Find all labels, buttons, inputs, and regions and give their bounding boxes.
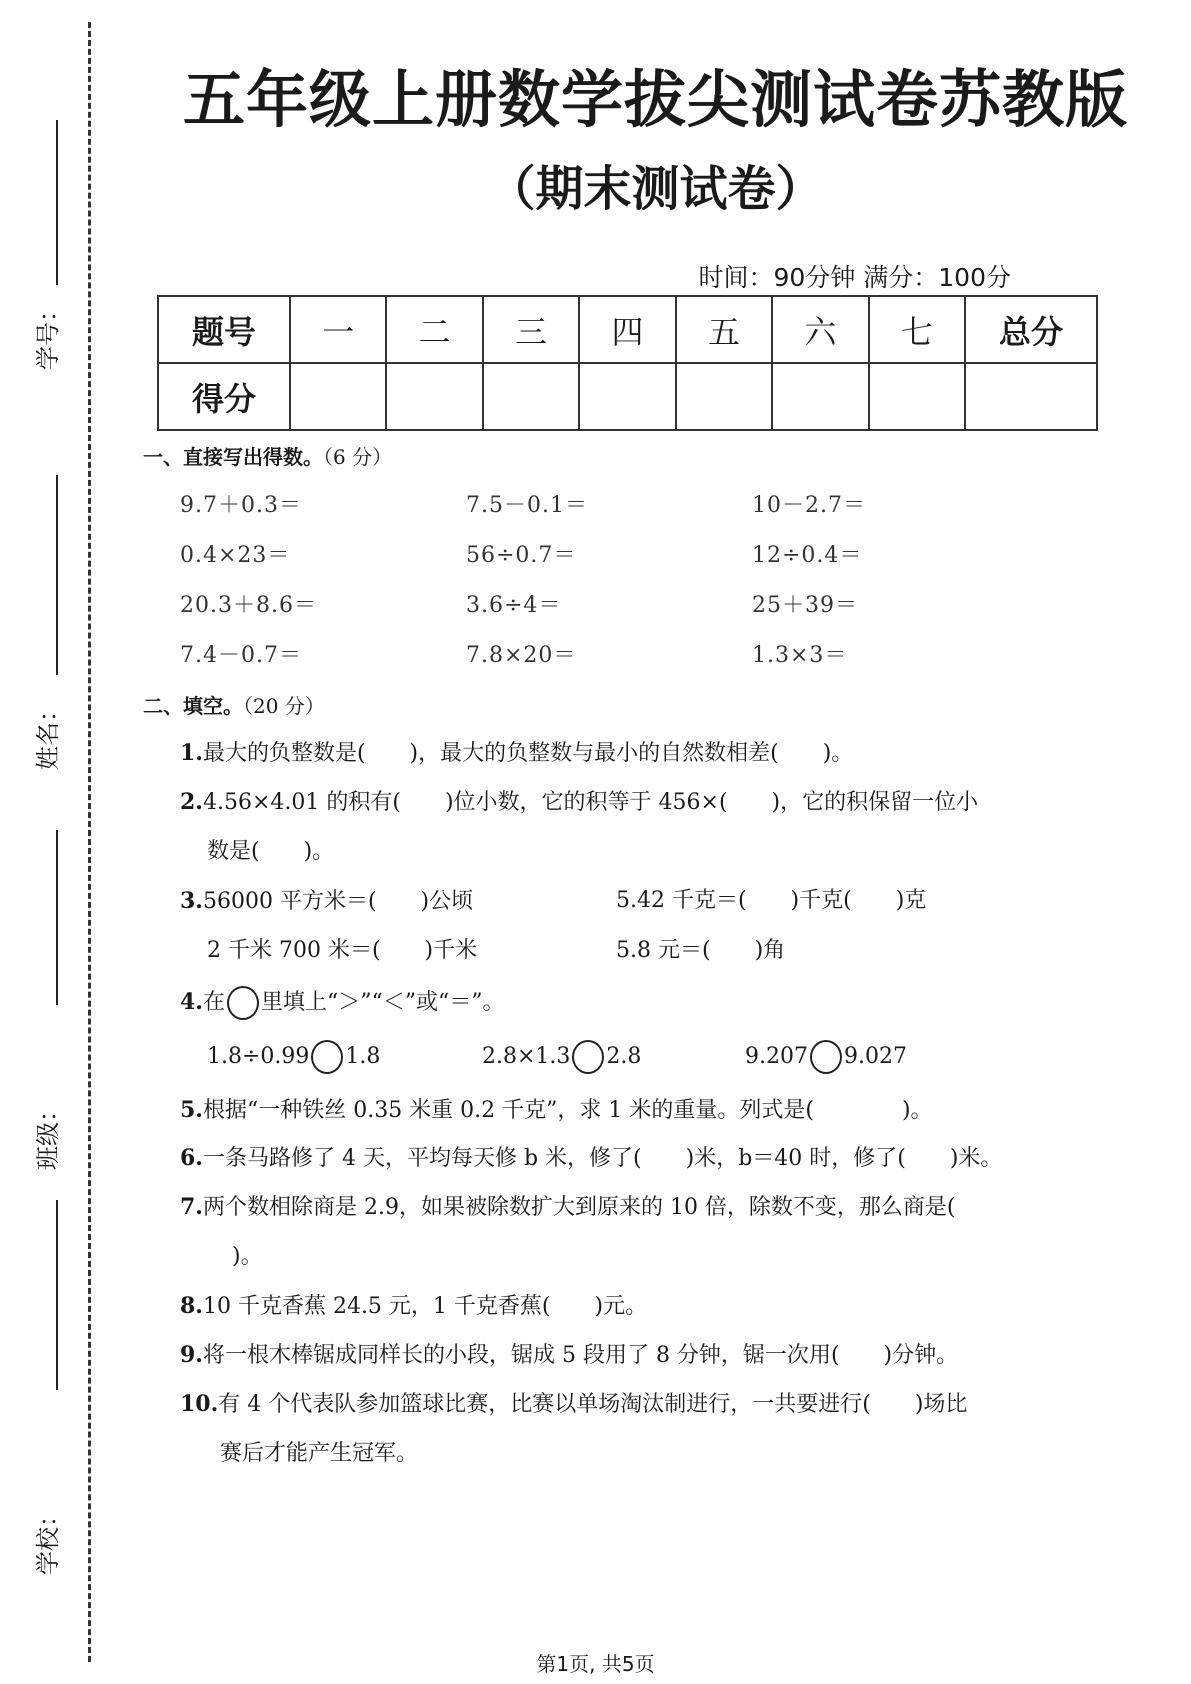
header-cell: 五 — [676, 296, 772, 363]
compare-item — [207, 1040, 380, 1074]
question-number: 1. — [180, 740, 203, 766]
calc-item: 7.4－0.7＝ — [180, 643, 302, 668]
calc-item: 20.3＋8.6＝ — [180, 593, 317, 618]
question-text: 一条马路修了 4 天，平均每天修 b 米，修了( )米，b＝40 时，修了( )米。 — [202, 1146, 1003, 1171]
score-cell[interactable] — [676, 363, 772, 430]
question-number: 3. — [180, 888, 203, 914]
calc-item: 7.5－0.1＝ — [466, 493, 588, 518]
question-10-continued: 赛后才能产生冠军。 — [220, 1441, 419, 1466]
binding-dashed-line — [88, 22, 91, 1662]
compare-left: 2.8×1.3 — [482, 1044, 571, 1069]
compare-left: 9.207 — [745, 1044, 808, 1069]
question-8 — [180, 1291, 647, 1322]
question-text: 两个数相除商是 2.9，如果被除数扩大到原来的 10 倍，除数不变，那么商是( — [202, 1195, 956, 1220]
answer-circle[interactable] — [572, 1040, 604, 1074]
section-1-title — [143, 441, 392, 470]
header-cell: 四 — [579, 296, 675, 363]
score-row-label: 得分 — [158, 363, 290, 430]
score-cell[interactable] — [579, 363, 675, 430]
compare-item — [745, 1040, 907, 1074]
page-title: 五年级上册数学拔尖测试卷苏教版 — [182, 63, 1128, 136]
name-label: 姓名： — [34, 698, 62, 770]
calc-item: 10－2.7＝ — [752, 493, 866, 518]
score-cell[interactable] — [290, 363, 386, 430]
question-text: 将一根木棒锯成同样长的小段，锯成 5 段用了 8 分钟，锯一次用( )分钟。 — [202, 1343, 959, 1368]
question-2 — [180, 787, 978, 818]
question-6 — [180, 1143, 1002, 1174]
calc-item: 3.6÷4＝ — [466, 593, 562, 618]
question-number: 8. — [180, 1293, 203, 1319]
school-line[interactable] — [56, 1200, 58, 1390]
class-label: 班级： — [34, 1098, 62, 1170]
header-cell: 二 — [386, 296, 482, 363]
question-3b: 5.42 千克＝( )千克( )克 — [616, 888, 927, 913]
calc-item: 25＋39＝ — [752, 593, 858, 618]
question-7-continued: )。 — [232, 1244, 263, 1269]
score-cell[interactable] — [772, 363, 868, 430]
question-9 — [180, 1340, 958, 1371]
calc-item: 12÷0.4＝ — [752, 543, 863, 568]
answer-circle[interactable] — [810, 1040, 842, 1074]
question-1 — [180, 738, 853, 769]
question-3c: 2 千米 700 米＝( )千米 — [207, 938, 478, 963]
header-cell: 一 — [290, 296, 386, 363]
student-id-label: 学号： — [34, 298, 62, 370]
name-line[interactable] — [56, 475, 58, 675]
page-footer: 第1页, 共5页 — [536, 1652, 655, 1676]
answer-circle[interactable] — [311, 1040, 343, 1074]
header-cell: 六 — [772, 296, 868, 363]
score-table — [157, 295, 1098, 431]
question-number: 4. — [180, 989, 203, 1015]
exam-meta: 时间：90分钟 满分：100分 — [698, 263, 1011, 292]
section-2-heading: 二、填空。 — [143, 694, 243, 718]
compare-right: 1.8 — [345, 1044, 381, 1069]
score-cell[interactable] — [483, 363, 579, 430]
compare-right: 9.027 — [843, 1044, 907, 1069]
student-id-line[interactable] — [56, 120, 58, 285]
question-text: 最大的负整数是( )，最大的负整数与最小的自然数相差( )。 — [202, 741, 854, 766]
question-3d: 5.8 元＝( )角 — [616, 938, 786, 963]
compare-left: 1.8÷0.99 — [207, 1044, 310, 1069]
score-cell[interactable] — [386, 363, 482, 430]
question-number: 2. — [180, 789, 203, 815]
header-cell: 总分 — [965, 296, 1097, 363]
question-text: 4.56×4.01 的积有( )位小数，它的积等于 456×( )，它的积保留一位小 — [202, 790, 979, 815]
school-label: 学校： — [34, 1503, 62, 1575]
class-line[interactable] — [56, 830, 58, 1005]
question-4 — [180, 986, 504, 1020]
header-cell: 题号 — [158, 296, 290, 363]
section-1-heading: 一、直接写出得数。 — [143, 445, 323, 469]
page-subtitle: （期末测试卷） — [487, 161, 824, 217]
score-table-header-row — [158, 296, 1097, 363]
question-5 — [180, 1095, 933, 1126]
header-cell: 七 — [869, 296, 965, 363]
question-number: 9. — [180, 1342, 203, 1368]
score-cell[interactable] — [869, 363, 965, 430]
question-text: 根据“一种铁丝 0.35 米重 0.2 千克”，求 1 米的重量。列式是( )。 — [202, 1098, 933, 1123]
compare-item — [482, 1040, 641, 1074]
question-text: 有 4 个代表队参加篮球比赛，比赛以单场淘汰制进行，一共要进行( )场比 — [218, 1392, 968, 1417]
calc-item: 56÷0.7＝ — [466, 543, 577, 568]
calc-item: 7.8×20＝ — [466, 643, 577, 668]
score-cell[interactable] — [965, 363, 1097, 430]
question-text: 在 — [202, 990, 225, 1015]
header-cell: 三 — [483, 296, 579, 363]
question-3a: 56000 平方米＝( )公顷 — [202, 889, 474, 914]
question-10 — [180, 1389, 967, 1420]
question-text: 里填上“＞”“＜”或“＝”。 — [260, 990, 505, 1015]
question-number: 10. — [180, 1391, 219, 1417]
compare-right: 2.8 — [606, 1044, 642, 1069]
section-2-title — [143, 690, 325, 719]
calc-item: 1.3×3＝ — [752, 643, 848, 668]
question-2-continued: 数是( )。 — [207, 839, 335, 864]
section-1-points: （6 分） — [323, 445, 393, 469]
calc-item: 0.4×23＝ — [180, 543, 291, 568]
question-number: 5. — [180, 1097, 203, 1123]
score-table-score-row — [158, 363, 1097, 430]
circle-icon — [227, 986, 259, 1020]
question-number: 7. — [180, 1194, 203, 1220]
question-7 — [180, 1192, 956, 1223]
question-number: 6. — [180, 1145, 203, 1171]
question-3 — [180, 886, 473, 917]
section-2-points: （20 分） — [243, 694, 325, 718]
question-text: 10 千克香蕉 24.5 元，1 千克香蕉( )元。 — [202, 1294, 648, 1319]
calc-item: 9.7＋0.3＝ — [180, 493, 302, 518]
